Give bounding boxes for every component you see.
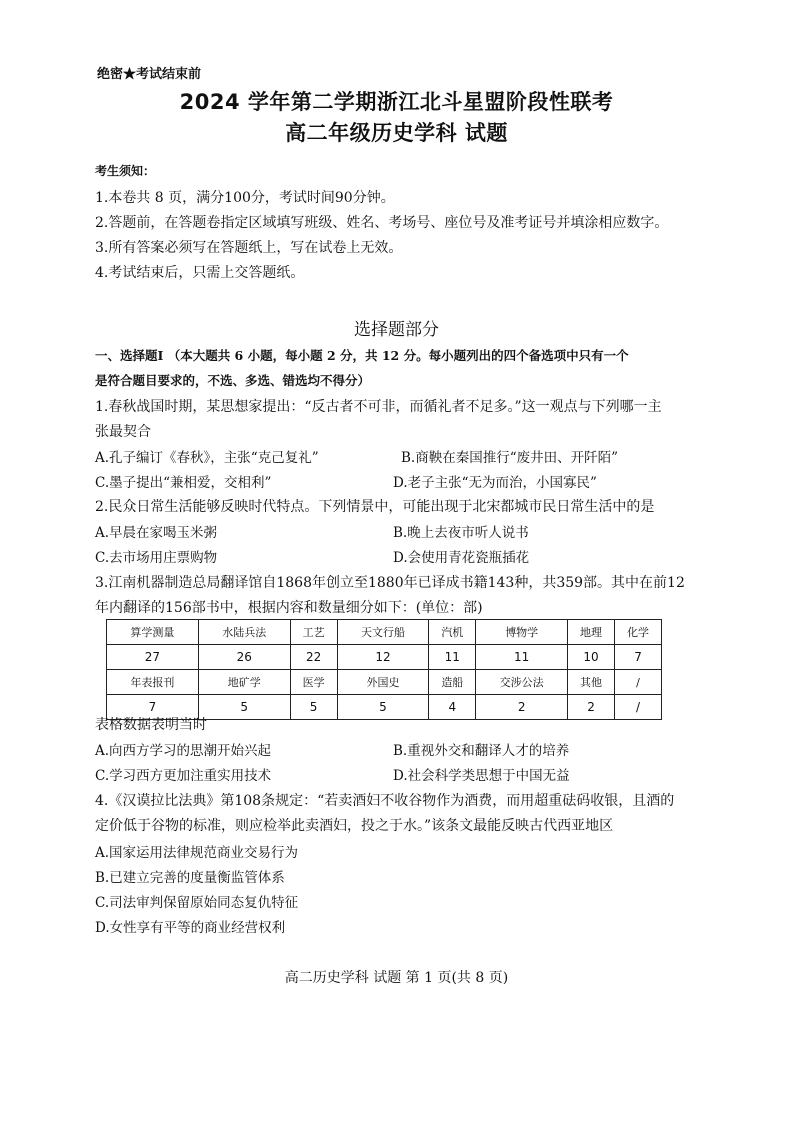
table-value-cell: / [615,695,662,720]
q4-option-b: B.已建立完善的度量衡监管体系 [95,870,285,886]
notice-item: 1.本卷共 8 页，满分100分，考试时间90分钟。 [95,190,395,206]
exam-title-line1: 2024 学年第二学期浙江北斗星盟阶段性联考 [179,90,614,114]
table-value-cell: 4 [429,695,476,720]
table-value-cell: 7 [107,695,199,720]
table-value-cell: 5 [290,695,337,720]
q1-option-b: B.商鞅在秦国推行“废井田、开阡陌” [401,450,619,466]
q1-option-c: C.墨子提出“兼相爱，交相利” [95,475,272,491]
table-header-cell: 医学 [290,670,337,695]
table-value-cell: 7 [615,645,662,670]
q4-stem: 定价低于谷物的标准，则应检举此卖酒妇，投之于水。”该条文最能反映古代西亚地区 [95,818,614,834]
table-header-cell: 交涉公法 [476,670,568,695]
table-row [107,670,662,695]
page-footer: 高二历史学科 试题 第 1 页(共 8 页) [284,970,509,986]
q3-option-b: B.重视外交和翻译人才的培养 [393,743,570,759]
table-value-cell: 12 [337,645,429,670]
section-instruction: 一、选择题Ⅰ （本大题共 6 小题，每小题 2 分，共 12 分。每小题列出的四个备选项中只有一个 [95,348,629,363]
q1-option-a: A.孔子编订《春秋》，主张“克己复礼” [95,450,319,466]
table-value-cell: 22 [290,645,337,670]
section-instruction: 是符合题目要求的，不选、多选、错选均不得分） [95,373,371,388]
table-value-cell: 10 [568,645,615,670]
table-header-cell: 其他 [568,670,615,695]
notice-item: 4.考试结束后，只需上交答题纸。 [95,265,305,281]
table-header-cell: 造船 [429,670,476,695]
table-row [107,645,662,670]
q1-stem: 张最契合 [95,424,151,440]
table-header-cell: 化学 [615,620,662,645]
table-header-cell: 天文行船 [337,620,429,645]
table-value-cell: 11 [429,645,476,670]
q4-option-c: C.司法审判保留原始同态复仇特征 [95,895,299,911]
table-value-cell: 2 [476,695,568,720]
q1-stem: 1.春秋战国时期，某思想家提出：“反古者不可非，而循礼者不足多。”这一观点与下列哪一主 [95,399,662,415]
table-value-cell: 5 [198,695,290,720]
q2-option-d: D.会使用青花瓷瓶插花 [393,550,530,566]
table-value-cell: 11 [476,645,568,670]
q3-stem: 3.江南机器制造总局翻译馆自1868年创立至1880年已译成书籍143种，共359部。其中在前12 [95,575,685,591]
q3-option-a: A.向西方学习的思潮开始兴起 [95,743,272,759]
q4-option-d: D.女性享有平等的商业经营权利 [95,920,286,936]
table-header-cell: 地理 [568,620,615,645]
table-value-cell: 27 [107,645,199,670]
notice-item: 3.所有答案必须写在答题纸上，写在试卷上无效。 [95,240,403,256]
q1-option-d: D.老子主张“无为而治，小国寡民” [393,475,597,491]
q2-option-b: B.晚上去夜市听人说书 [393,525,529,541]
q3-stem: 年内翻译的156部书中，根据内容和数量细分如下：(单位：部) [95,600,483,616]
confidential-mark: 绝密★考试结束前 [97,67,202,82]
section-title: 选择题部分 [354,320,439,340]
table-value-cell: 2 [568,695,615,720]
exam-title-line2: 高二年级历史学科 试题 [285,121,508,145]
q3-option-c: C.学习西方更加注重实用技术 [95,768,272,784]
table-header-cell: 算学测量 [107,620,199,645]
table-row [107,620,662,645]
q4-option-a: A.国家运用法律规范商业交易行为 [95,845,299,861]
q3-conclusion: 表格数据表明当时 [95,717,207,733]
table-value-cell: 5 [337,695,429,720]
q2-option-a: A.早晨在家喝玉米粥 [95,525,218,541]
table-header-cell: 年表报刊 [107,670,199,695]
table-header-cell: 汽机 [429,620,476,645]
q3-option-d: D.社会科学类思想于中国无益 [393,768,570,784]
table-header-cell: 水陆兵法 [198,620,290,645]
table-header-cell: 工艺 [290,620,337,645]
q2-option-c: C.去市场用庄票购物 [95,550,218,566]
table-header-cell: 博物学 [476,620,568,645]
translation-table [106,619,662,720]
notice-item: 2.答题前，在答题卷指定区域填写班级、姓名、考场号、座位号及准考证号并填涂相应数字。 [95,215,669,231]
table-value-cell: 26 [198,645,290,670]
table-header-cell: 地矿学 [198,670,290,695]
table-header-cell: / [615,670,662,695]
q2-stem: 2.民众日常生活能够反映时代特点。下列情景中，可能出现于北宋都城市民日常生活中的是 [95,499,655,515]
notice-heading: 考生须知： [95,164,156,178]
table-header-cell: 外国史 [337,670,429,695]
q4-stem: 4.《汉谟拉比法典》第108条规定：“若卖酒妇不收谷物作为酒费，而用超重砝码收银，且酒的 [95,793,675,809]
